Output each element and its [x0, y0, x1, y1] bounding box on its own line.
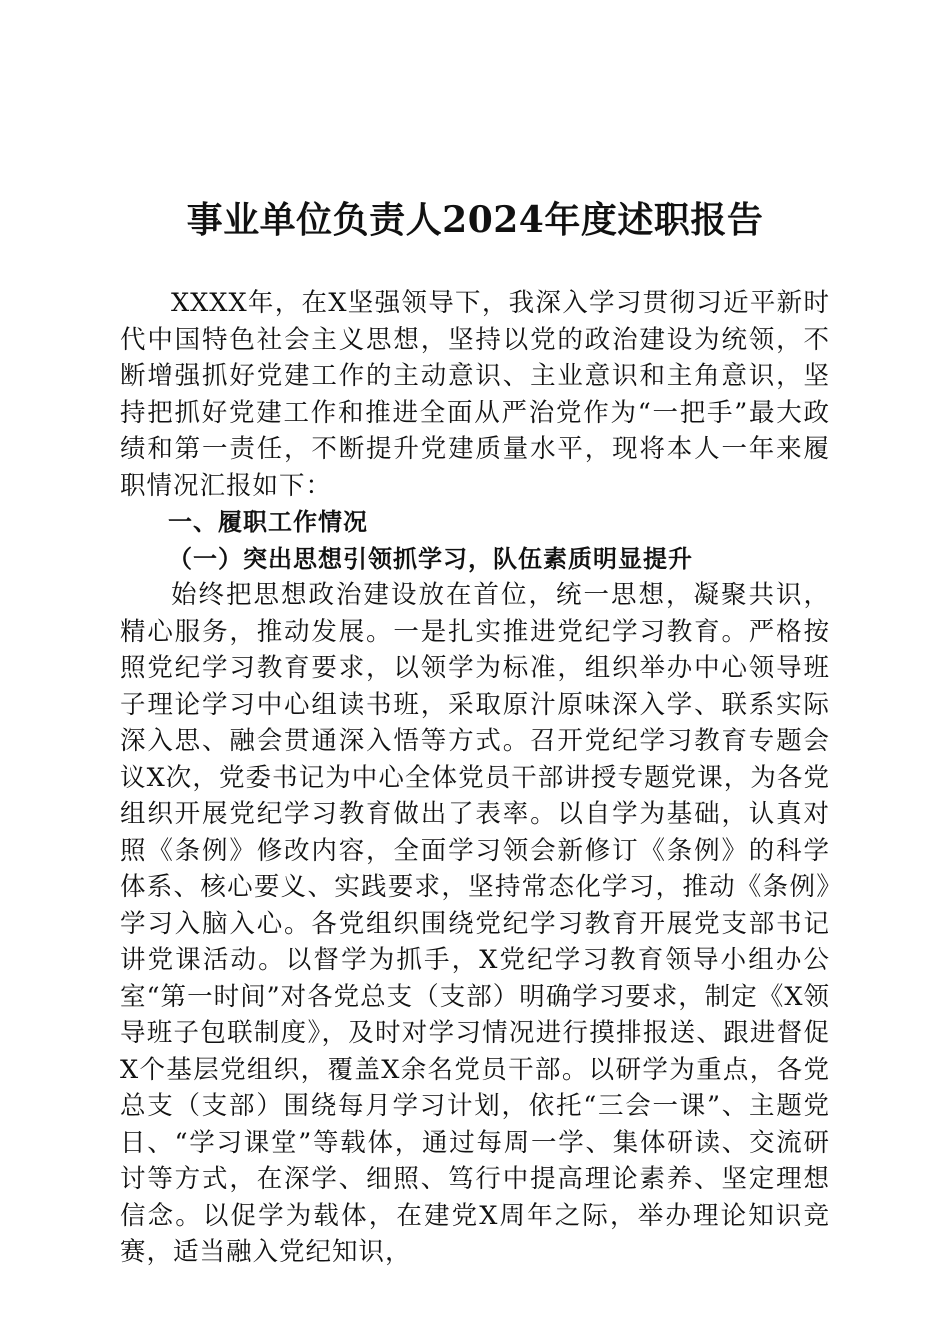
intro-paragraph: XXXX年，在X坚强领导下，我深入学习贯彻习近平新时代中国特色社会主义思想，坚持以党的政治建设为统领，不断增强抓好党建工作的主动意识、主业意识和主角意识，坚持把抓好党建工作和推进全面从严治党作为“一把手”最大政绩和第一责任，不断提升党建质量水平，现将本人一年来履职情况汇报如下：	[120, 288, 830, 501]
subsection-heading: （一）突出思想引领抓学习，队伍素质明显提升	[168, 543, 693, 573]
body-paragraph: 始终把思想政治建设放在首位，统一思想，凝聚共识，精心服务，推动发展。一是扎实推进党纪学习教育。严格按照党纪学习教育要求，以领学为标准，组织举办中心领导班子理论学习中心组读书班，采取原汁原味深入学、联系实际深入思、融会贯通深入悟等方式。召开党纪学习教育专题会议X次，党委书记为中心全体党员干部讲授专题党课，为各党组织开展党纪学习教育做出了表率。以自学为基础，认真对照《条例》修改内容，全面学习领会新修订《条例》的科学体系、核心要义、实践要求，坚持常态化学习，推动《条例》学习入脑入心。各党组织围绕党纪学习教育开展党支部书记讲党课活动。以督学为抓手，X党纪学习教育领导小组办公室“第一时间”对各党总支（支部）明确学习要求，制定《X领导班子包联制度》，及时对学习情况进行摸排报送、跟进督促X个基层党组织，覆盖X余名党员干部。以研学为重点，各党总支（支部）围绕每月学习计划，依托“三会一课”、主题党日、“学习课堂”等载体，通过每周一学、集体研读、交流研讨等方式，在深学、细照、笃行中提高理论素养、坚定理想信念。以促学为载体，在建党X周年之际，举办理论知识竞赛，适当融入党纪知识，	[120, 580, 830, 1267]
document-title: 事业单位负责人2024年度述职报告	[186, 199, 764, 241]
section-heading: 一、履职工作情况	[168, 508, 368, 536]
document-body	[120, 285, 830, 1271]
